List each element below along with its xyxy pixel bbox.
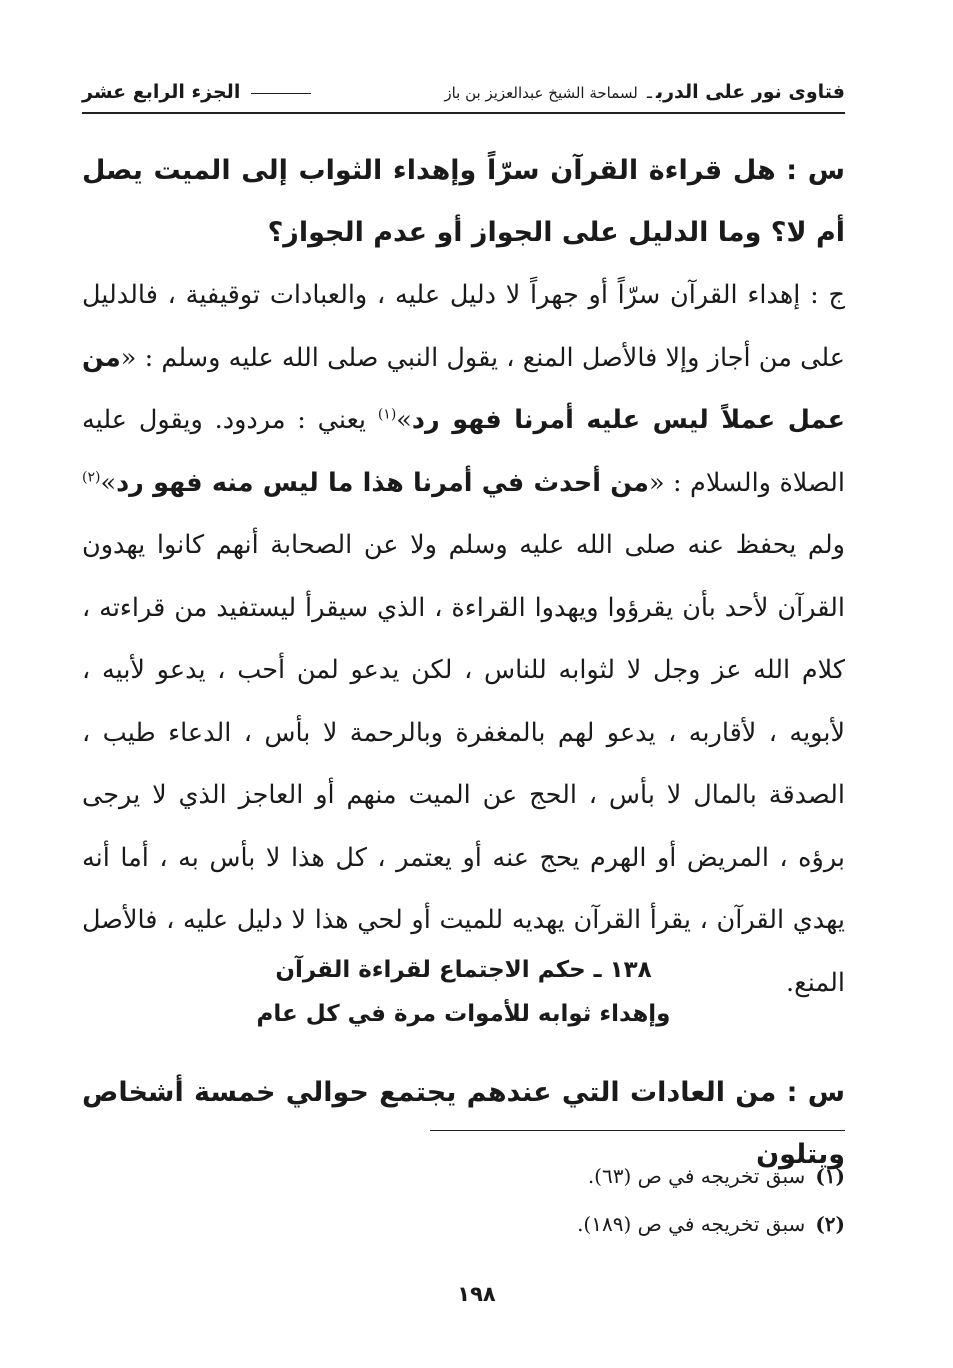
section-heading-line-2: وإهداء ثوابه للأموات مرة في كل عام xyxy=(256,1001,671,1027)
footnote-divider xyxy=(430,1130,845,1131)
footnote-ref-1: (١) xyxy=(377,406,397,423)
answer-1: ج : إهداء القرآن سرّاً أو جهراً لا دليل عليه ، والعبادات توقيفية ، فالدليل على من أجاز وإلا فالأصل المنع ، يقول النبي صلى الله عليه وسلم : «من عمل عملاً ليس عليه أمرنا فهو رد»$^{(١)}$ يعني : مردود. ويقول عليه الصلاة والسلام : «من أحدث في أمرنا هذا ما ليس منه فهو رد»$^{(٢)}$ ولم يحفظ عنه صلى الله عليه وسلم ولا عن الصحابة أنهم كانوا يهدون القرآن لأحد بأن يقرؤوا ويهدوا القراءة ، الذي سيقرأ ليستفيد من قراءته ، كلام الله عز وجل لا لثوابه للناس ، لكن يدعو لمن أحب ، يدعو لأبيه ، لأبويه ، لأقاربه ، يدعو لهم بالمغفرة وبالرحمة لا بأس ، الدعاء طيب ، الصدقة بالمال لا بأس ، الحج عن الميت منهم أو العاجز الذي لا يرجى برؤه ، المريض أو الهرم يحج عنه أو يعتمر ، كل هذا لا بأس به ، أما أنه يهدي القرآن ، يقرأ القرآن يهديه للميت أو لحي هذا لا دليل عليه ، فالأصل المنع. xyxy=(82,280,845,998)
header-separator: ـ xyxy=(646,83,652,103)
header-part-info xyxy=(82,81,317,103)
answer-text-2: يعني : مردود. ويقول عليه الصلاة والسلام : « xyxy=(82,405,845,498)
footnote-number: (٢) xyxy=(815,1212,845,1236)
question-1: س : هل قراءة القرآن سرّاً وإهداء الثواب إلى الميت يصل أم لا؟ وما الدليل على الجواز أو عدم الجواز؟ xyxy=(82,155,845,248)
header-dash-line xyxy=(251,93,311,94)
question-2: س : من العادات التي عندهم يجتمع حوالي خمسة أشخاص ويتلون xyxy=(82,1077,845,1170)
answer-text-3: ولم يحفظ عنه صلى الله عليه وسلم ولا عن الصحابة أنهم كانوا يهدون القرآن لأحد بأن يقرؤوا ويهدوا القراءة ، الذي سيقرأ ليستفيد من قراءته ، كلام الله عز وجل لا لثوابه للناس ، لكن يدعو لمن أحب ، يدعو لأبيه ، لأبويه ، لأقاربه ، يدعو لهم بالمغفرة وبالرحمة لا بأس ، الدعاء طيب ، الصدقة بالمال لا بأس ، الحج عن الميت منهم أو العاجز الذي لا يرجى برؤه ، المريض أو الهرم يحج عنه أو يعتمر ، كل هذا لا بأس به ، أما أنه يهدي القرآن ، يقرأ القرآن يهديه للميت أو لحي هذا لا دليل عليه ، فالأصل المنع. xyxy=(82,530,845,998)
hadith-quote-2: من أحدث في أمرنا هذا ما ليس منه فهو رد xyxy=(116,467,649,498)
header-book-title: فتاوى نور على الدرب xyxy=(655,81,845,103)
section-heading-line-1: ١٣٨ ـ حكم الاجتماع لقراءة القرآن xyxy=(275,957,652,983)
hadith-quote-1: من عمل عملاً ليس عليه أمرنا فهو رد xyxy=(82,342,845,435)
footnote-ref-2: (٢) xyxy=(82,469,101,485)
section-heading xyxy=(82,948,845,1036)
footnotes xyxy=(82,1152,845,1248)
footnote-number: (١) xyxy=(815,1164,845,1188)
header-book-info xyxy=(444,81,845,103)
footnote-2 xyxy=(82,1200,845,1248)
running-header xyxy=(82,72,845,114)
header-author: لسماحة الشيخ عبدالعزيز بن باز xyxy=(444,84,638,102)
header-part: الجزء الرابع عشر xyxy=(82,81,241,103)
footnote-1 xyxy=(82,1152,845,1200)
footnote-text: سبق تخريجه في ص (١٨٩). xyxy=(577,1212,806,1236)
answer-text-1: ج : إهداء القرآن سرّاً أو جهراً لا دليل عليه ، والعبادات توقيفية ، فالدليل على من أجاز وإلا فالأصل المنع ، يقول النبي صلى الله عليه وسلم : « xyxy=(82,280,845,373)
footnote-text: سبق تخريجه في ص (٦٣). xyxy=(587,1164,806,1188)
page-number: ١٩٨ xyxy=(457,1282,496,1306)
